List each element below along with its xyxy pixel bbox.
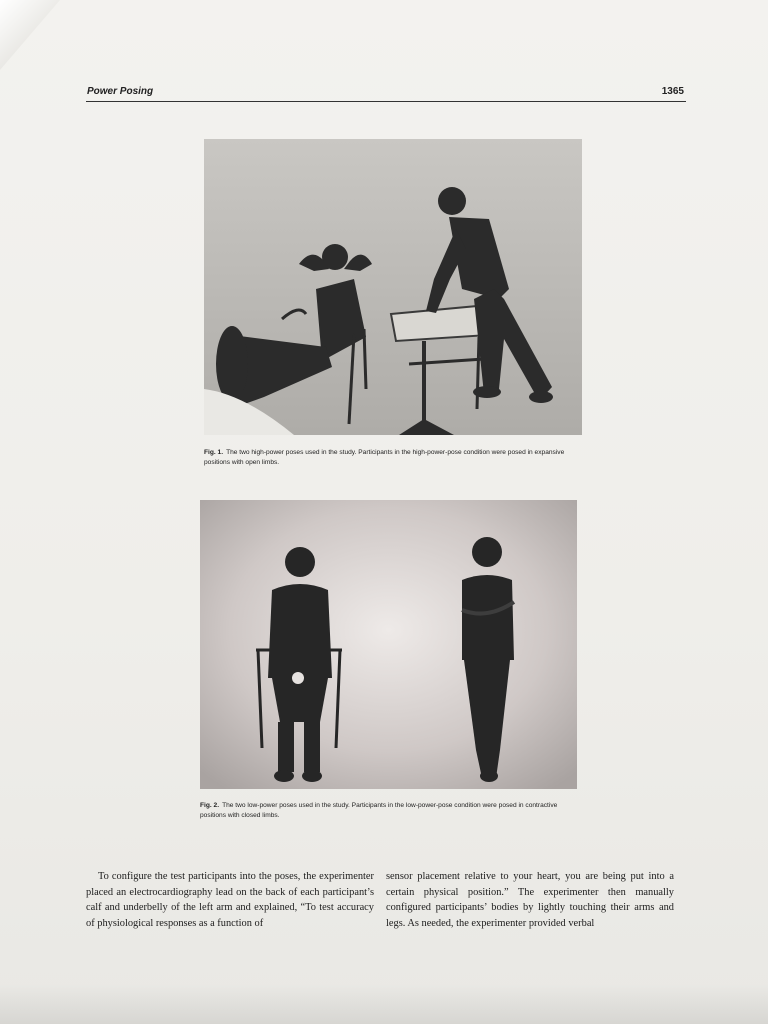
body-column-right (386, 869, 674, 931)
figure-1-caption-text: The two high-power poses used in the study. Participants in the high-power-pose condition were posed in expansive positions with open limbs. (204, 449, 565, 466)
figure-1-caption (204, 448, 584, 468)
figure-1-label: Fig. 1. (204, 449, 224, 456)
body-paragraph-left: To configure the test participants into the poses, the experimenter placed an electrocardiography lead on the back of each participant’s calf and underbelly of the left arm and explained, “To test accuracy of physiological responses as a function of (86, 871, 374, 929)
figure-2-photo (200, 500, 577, 789)
page-number: 1365 (661, 86, 684, 97)
figure-2-caption-text: The two low-power poses used in the study. Participants in the low-power-pose condition were posed in contractive positions with closed limbs. (200, 802, 558, 819)
body-column-left (86, 869, 374, 931)
body-paragraph-right: sensor placement relative to your heart, you are being put into a certain physical position.” The experimenter then manually configured participants’ bodies by lightly touching their arms and legs. As needed, the experimenter provided verbal (386, 871, 674, 929)
figure-2-caption (200, 801, 580, 821)
folded-corner (0, 0, 60, 70)
page-bottom-shadow (0, 984, 768, 1024)
running-head: Power Posing (87, 86, 154, 97)
figure-1-photo (204, 139, 582, 435)
figure-2-label: Fig. 2. (200, 802, 220, 809)
header-rule (86, 101, 686, 102)
